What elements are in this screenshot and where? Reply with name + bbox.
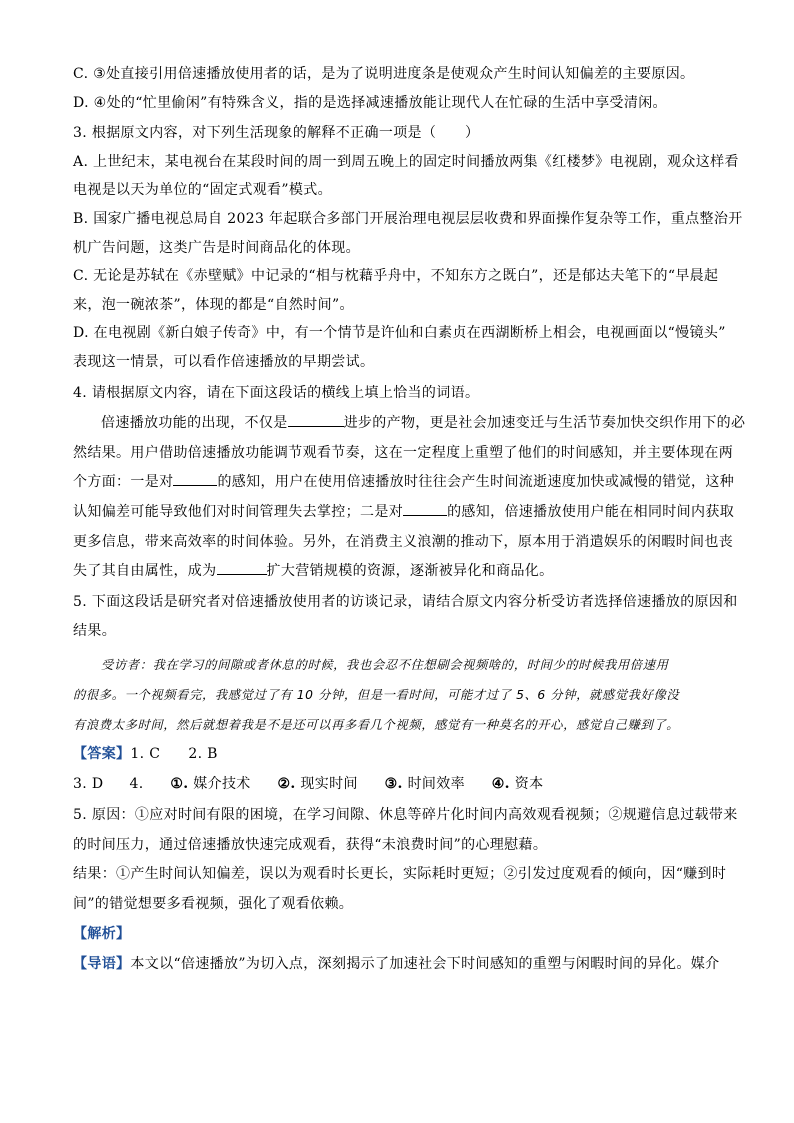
answer-5-line1: 5. 原因：①应对时间有限的困境，在学习间隙、休息等碎片化时间内高效观看视频；②规避信息过载带来 <box>73 807 738 824</box>
fill-blank-1 <box>288 411 344 427</box>
guide-tag: 【导语】 <box>73 956 131 973</box>
answer-4-item-number: ③. <box>384 776 403 793</box>
analysis-tag: 【解析】 <box>73 926 131 943</box>
answer-4-item: 现实时间 <box>300 776 358 793</box>
answer-4-item-number: ②. <box>277 776 296 793</box>
q4-text: 扩大营销规模的资源，逐渐被异化和商品化。 <box>266 563 554 580</box>
q5-stem-line2: 结果。 <box>73 623 117 640</box>
answer-5-line2: 的时间压力，通过倍速播放快速完成观看，获得“未浪费时间”的心理慰藉。 <box>73 836 548 853</box>
q3-option-d-line2: 表现这一情景，可以看作倍速播放的早期尝试。 <box>73 353 375 370</box>
fill-blank-2 <box>173 470 217 486</box>
answer-4-item: 资本 <box>514 776 544 793</box>
document-page <box>73 62 746 977</box>
q4-text: 倍速播放功能的出现，不仅是 <box>101 415 288 432</box>
answer-line-1 <box>73 742 728 767</box>
answer-4-item: 时间效率 <box>407 776 465 793</box>
q4-text: 认知偏差可能导致他们对时间管理失去掌控；二是对 <box>73 503 404 520</box>
q4-text: 的感知，倍速播放使用户能在相同时间内获取 <box>447 503 735 520</box>
q4-paragraph-line6 <box>73 559 728 584</box>
q3-option-b-line1: B. 国家广播电视总局自 2023 年起联合多部门开展治理电视层层收费和界面操作复杂等工作，重点整治开 <box>73 210 743 227</box>
q2-option-c: C. ③处直接引用倍速播放使用者的话，是为了说明进度条是使观众产生时间认知偏差的主要原因。 <box>73 66 695 82</box>
answer-4-item-number: ④. <box>491 776 510 793</box>
answer-3: 3. D <box>73 776 104 793</box>
q3-option-d-line1: D. 在电视剧《新白娘子传奇》中，有一个情节是许仙和白素贞在西湖断桥上相会，电视画面以“慢镜头” <box>73 325 726 342</box>
analysis-heading <box>73 922 728 947</box>
fill-blank-4 <box>217 559 267 575</box>
q4-paragraph-line2: 然结果。用户借助倍速播放功能调节观看节奏，这在一定程度上重塑了他们的时间感知，并主要体现在两 <box>73 444 734 461</box>
guide-text: 本文以“倍速播放”为切入点，深刻揭示了加速社会下时间感知的重塑与闲暇时间的异化。媒介 <box>130 956 720 973</box>
quote-line: 有浪费太多时间，然后就想着我是不是还可以再多看几个视频，感觉有一种莫名的开心，感觉自己赚到了。 <box>73 717 680 732</box>
q3-option-a-line2: 电视是以天为单位的“固定式观看”模式。 <box>73 182 332 199</box>
q3-option-b-line2: 机广告问题，这类广告是时间商品化的体现。 <box>73 239 360 256</box>
q4-paragraph-line3 <box>73 470 735 495</box>
q3-option-c-line2: 来，泡一碗浓茶”，体现的都是“自然时间”。 <box>73 296 354 313</box>
q4-stem: 4. 请根据原文内容，请在下面这段话的横线上填上恰当的词语。 <box>73 384 480 401</box>
fill-blank-3 <box>403 500 447 516</box>
q4-paragraph-line5: 更多信息，带来高效率的时间体验。另外，在消费主义浪潮的推动下，原本用于消遣娱乐的闲暇时间也丧 <box>73 533 734 550</box>
quote-line: 受访者：我在学习的间隙或者休息的时候，我也会忍不住想刷会视频啥的，时间少的时候我用倍速用 <box>101 657 669 672</box>
q2-option-d: D. ④处的“忙里偷闲”有特殊含义，指的是选择减速播放能让现代人在忙碌的生活中享受清闲。 <box>73 94 667 111</box>
guide-line <box>73 952 728 977</box>
answer-4-item-number: ①. <box>170 776 189 793</box>
answer-5-line3: 结果：①产生时间认知偏差，误以为观看时长更长，实际耗时更短；②引发过度观看的倾向，因“赚到时 <box>73 866 727 883</box>
answer-line-2 <box>73 772 728 797</box>
q4-text: 进步的产物，更是社会加速变迁与生活节奏加快交织作用下的必 <box>343 415 746 432</box>
q4-text: 失了其自由属性，成为 <box>73 563 217 580</box>
q3-option-c-line1: C. 无论是苏轼在《赤壁赋》中记录的“相与枕藉乎舟中，不知东方之既白”，还是郁达夫笔下的“早晨起 <box>73 268 719 285</box>
answer-tag: 【答案】 <box>73 745 131 762</box>
q4-text: 个方面：一是对 <box>73 474 174 491</box>
q4-text: 的感知，用户在使用倍速播放时往往会产生时间流逝速度加快或减慢的错觉，这种 <box>217 474 735 491</box>
answer-5-line4: 间”的错觉想要多看视频，强化了观看依赖。 <box>73 895 354 912</box>
interview-quote <box>73 650 728 740</box>
answer-4-item: 媒介技术 <box>193 776 251 793</box>
answer-2: 2. B <box>188 745 218 762</box>
q4-paragraph-line4 <box>73 500 735 525</box>
answer-1: 1. C <box>130 745 161 762</box>
q3-option-a-line1: A. 上世纪末，某电视台在某段时间的周一到周五晚上的固定时间播放两集《红楼梦》电视剧，观众这样看 <box>73 153 739 170</box>
quote-line: 的很多。一个视频看完，我感觉过了有 10 分钟，但是一看时间，可能才过了 5、6 分钟，就感觉我好像没 <box>73 687 680 702</box>
q3-stem: 3. 根据原文内容，对下列生活现象的解释不正确一项是（ ） <box>73 125 480 142</box>
q5-stem-line1: 5. 下面这段话是研究者对倍速播放使用者的访谈记录，请结合原文内容分析受访者选择倍速播放的原因和 <box>73 593 738 610</box>
answer-4: 4. <box>129 776 144 793</box>
q4-paragraph-line1 <box>73 411 746 436</box>
